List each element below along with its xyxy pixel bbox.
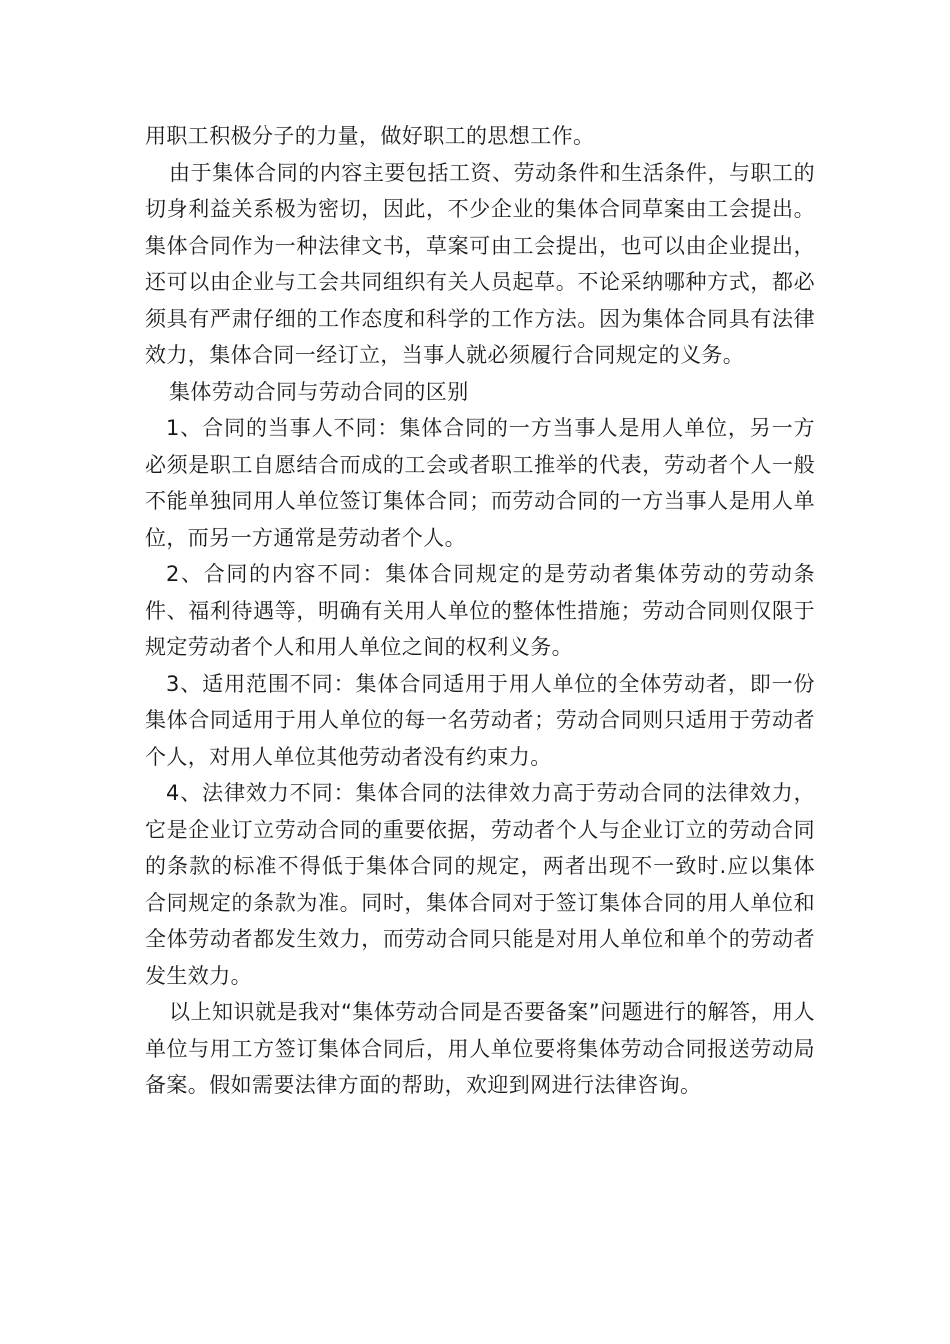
paragraph-conclusion: 以上知识就是我对“集体劳动合同是否要备案”问题进行的解答，用人单位与用工方签订集体合同后，用人单位要将集体劳动合同报送劳动局备案。假如需要法律方面的帮助，欢迎到网进行法律咨询。 [145,1000,815,1097]
paragraph-drafting: 由于集体合同的内容主要包括工资、劳动条件和生活条件，与职工的切身利益关系极为密切，因此，不少企业的集体合同草案由工会提出。集体合同作为一种法律文书，草案可由工会提出，也可以由企业提出，还可以由企业与工会共同组织有关人员起草。不论采纳哪种方式，都必须具有严肃仔细的工作态度和科学的工作方法。因为集体合同具有法律效力，集体合同一经订立，当事人就必须履行合同规定的义务。 [145,160,815,367]
section-heading: 集体劳动合同与劳动合同的区别 [169,379,469,404]
list-item-parties: 1、合同的当事人不同：集体合同的一方当事人是用人单位，另一方必须是职工自愿结合而成的工会或者职工推举的代表，劳动者个人一般不能单独同用人单位签订集体合同；而劳动合同的一方当事人是用人单位，而另一方通常是劳动者个人。 [145,416,815,550]
list-item-content: 2、合同的内容不同：集体合同规定的是劳动者集体劳动的劳动条件、福利待遇等，明确有关用人单位的整体性措施；劳动合同则仅限于规定劳动者个人和用人单位之间的权利义务。 [145,562,815,659]
paragraph-continuation: 用职工积极分子的力量，做好职工的思想工作。 [145,124,595,148]
list-item-scope: 3、适用范围不同：集体合同适用于用人单位的全体劳动者，即一份集体合同适用于用人单位的每一名劳动者；劳动合同则只适用于劳动者个人，对用人单位其他劳动者没有约束力。 [145,671,815,769]
list-item-legal-effect: 4、法律效力不同：集体合同的法律效力高于劳动合同的法律效力，它是企业订立劳动合同的重要依据，劳动者个人与企业订立的劳动合同的条款的标准不得低于集体合同的规定，两者出现不一致时.应以集体合同规定的条款为准。同时，集体合同对于签订集体合同的用人单位和全体劳动者都发生效力，而劳动合同只能是对用人单位和单个的劳动者发生效力。 [145,781,815,988]
document-body [145,118,815,1104]
